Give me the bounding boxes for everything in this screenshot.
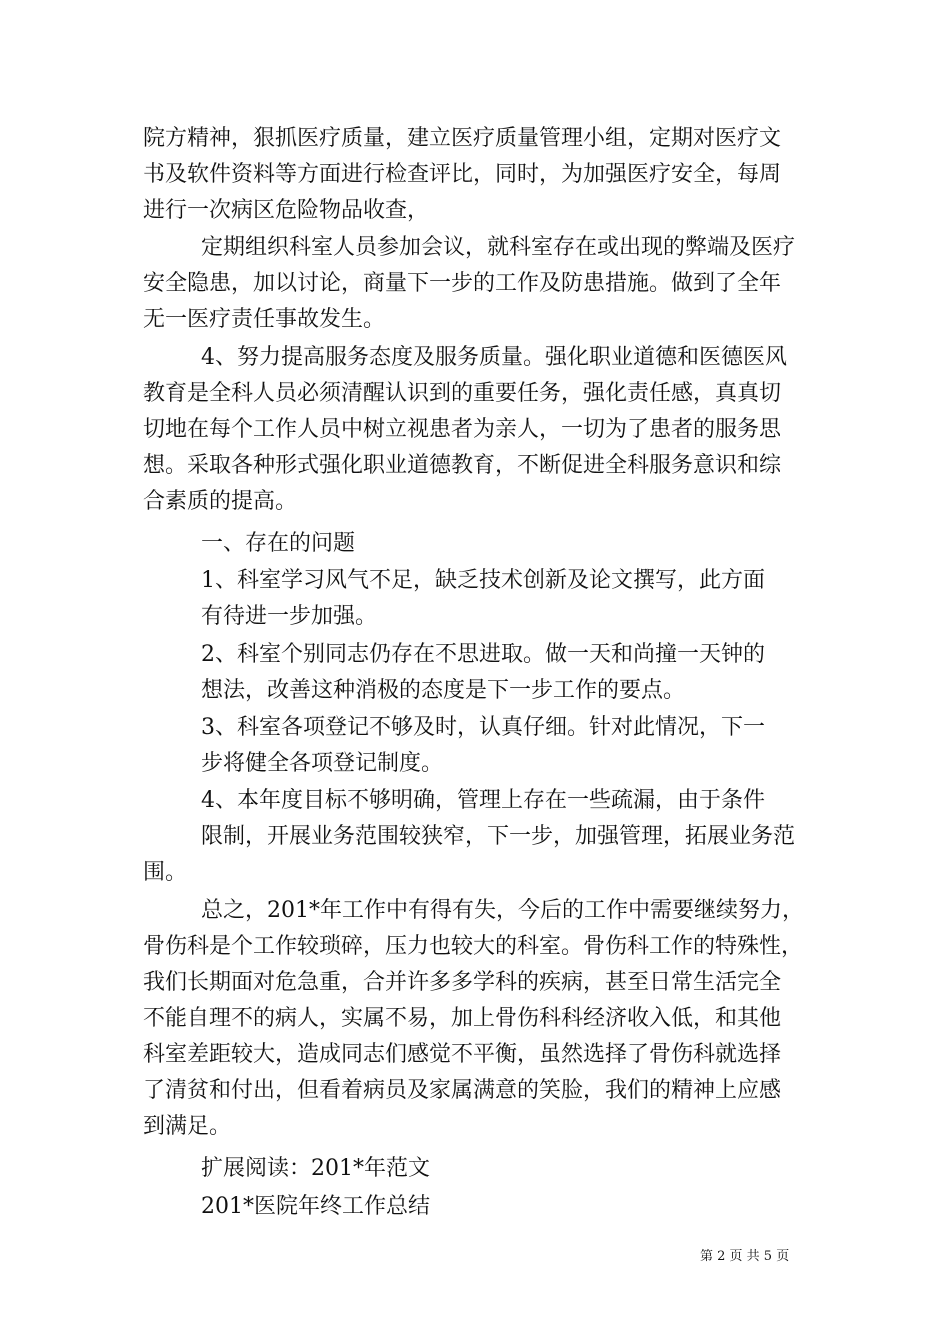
paragraph-line: 科室差距较大，造成同志们感觉不平衡，虽然选择了骨伤科就选择 xyxy=(143,1042,782,1067)
extended-reading-label: 扩展阅读：201*年范文 xyxy=(201,1156,430,1181)
list-item: 想法，改善这种消极的态度是下一步工作的要点。 xyxy=(201,678,686,703)
next-article-title: 201*医院年终工作总结 xyxy=(201,1194,430,1219)
paragraph-line: 合素质的提高。 xyxy=(143,489,298,514)
list-item: 有待进一步加强。 xyxy=(201,604,378,629)
paragraph-line: 定期组织科室人员参加会议，就科室存在或出现的弊端及医疗 xyxy=(201,235,796,260)
paragraph-line: 切地在每个工作人员中树立视患者为亲人，一切为了患者的服务思 xyxy=(143,417,782,442)
paragraph-line: 书及软件资料等方面进行检查评比，同时，为加强医疗安全，每周 xyxy=(143,162,782,187)
paragraph-line: 我们长期面对危急重，合并许多多学科的疾病，甚至日常生活完全 xyxy=(143,970,782,995)
paragraph-line: 想。采取各种形式强化职业道德教育，不断促进全科服务意识和综 xyxy=(143,453,782,478)
page-number: 第 2 页 共 5 页 xyxy=(700,1249,790,1264)
paragraph-line: 无一医疗责任事故发生。 xyxy=(143,307,386,332)
paragraph-line: 安全隐患，加以讨论，商量下一步的工作及防患措施。做到了全年 xyxy=(143,271,782,296)
section-heading: 一、存在的问题 xyxy=(201,531,356,556)
list-item: 3、科室各项登记不够及时，认真仔细。针对此情况，下一 xyxy=(201,715,765,740)
paragraph-line: 院方精神，狠抓医疗质量，建立医疗质量管理小组，定期对医疗文 xyxy=(143,126,782,151)
list-item: 步将健全各项登记制度。 xyxy=(201,751,444,776)
paragraph-line: 骨伤科是个工作较琐碎，压力也较大的科室。骨伤科工作的特殊性， xyxy=(143,934,804,959)
list-item: 围。 xyxy=(143,860,188,885)
paragraph-line: 了清贫和付出，但看着病员及家属满意的笑脸，我们的精神上应感 xyxy=(143,1078,782,1103)
list-item: 4、本年度目标不够明确，管理上存在一些疏漏，由于条件 xyxy=(201,788,765,813)
paragraph-line: 总之，201*年工作中有得有失，今后的工作中需要继续努力， xyxy=(201,898,804,923)
paragraph-line: 进行一次病区危险物品收查， xyxy=(143,198,430,223)
list-item: 1、科室学习风气不足，缺乏技术创新及论文撰写，此方面 xyxy=(201,568,765,593)
paragraph-line: 4、努力提高服务态度及服务质量。强化职业道德和医德医风 xyxy=(201,345,787,370)
paragraph-line: 不能自理不的病人，实属不易，加上骨伤科科经济收入低，和其他 xyxy=(143,1006,782,1031)
list-item: 限制，开展业务范围较狭窄，下一步，加强管理，拓展业务范 xyxy=(201,824,796,849)
paragraph-line: 到满足。 xyxy=(143,1114,232,1139)
paragraph-line: 教育是全科人员必须清醒认识到的重要任务，强化责任感，真真切 xyxy=(143,381,782,406)
list-item: 2、科室个别同志仍存在不思进取。做一天和尚撞一天钟的 xyxy=(201,642,765,667)
